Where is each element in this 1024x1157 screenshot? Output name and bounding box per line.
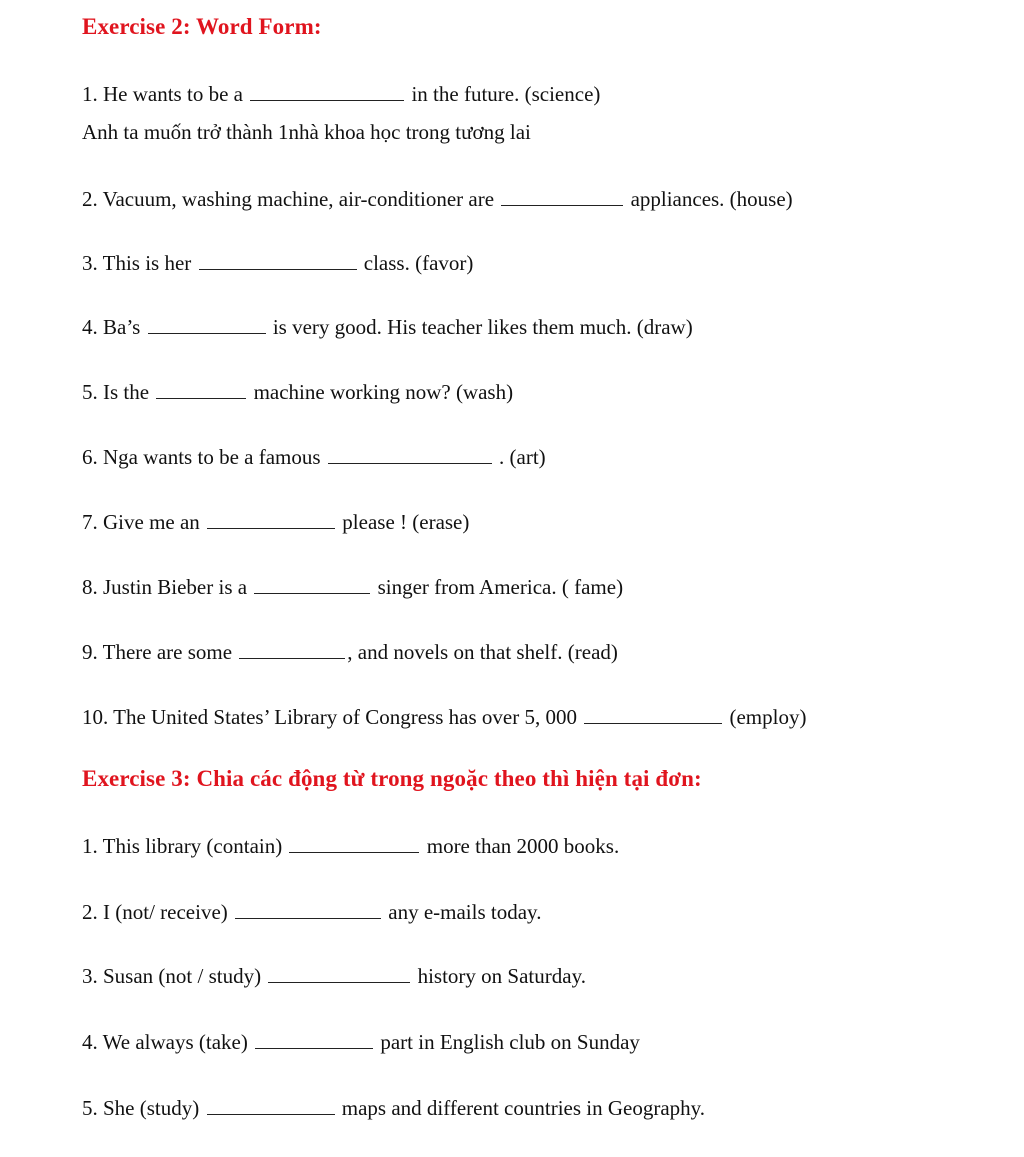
exercise-2-item-1-translation: Anh ta muốn trở thành 1nhà khoa học trong tương lai — [82, 120, 531, 144]
answer-blank[interactable] — [239, 640, 345, 659]
item-text-after: , and novels on that shelf. (read) — [347, 640, 618, 664]
item-text-before: 3. Susan (not / study) — [82, 964, 267, 988]
item-text-after: singer from America. ( fame) — [372, 575, 624, 599]
item-text-before: 10. The United States’ Library of Congress has over 5, 000 — [82, 705, 583, 729]
item-text-before: 9. There are some — [82, 640, 238, 664]
item-text-after: please ! (erase) — [337, 510, 470, 534]
exercise-3-item-2 — [82, 900, 541, 923]
item-text-after: part in English club on Sunday — [375, 1030, 640, 1054]
item-text-after: history on Saturday. — [412, 964, 586, 988]
exercise-3-item-1 — [82, 834, 619, 857]
answer-blank[interactable] — [207, 1096, 335, 1115]
item-text-after: in the future. (science) — [406, 82, 601, 106]
exercise-2-item-4 — [82, 315, 693, 338]
item-text-after: maps and different countries in Geography. — [336, 1096, 706, 1120]
exercise-2-item-8 — [82, 575, 623, 598]
item-text-before: 2. I (not/ receive) — [82, 900, 234, 924]
answer-blank[interactable] — [148, 315, 266, 334]
item-text-before: 4. We always (take) — [82, 1030, 254, 1054]
exercise-3-item-4 — [82, 1030, 640, 1053]
exercise-2-item-5 — [82, 380, 513, 403]
exercise-2-item-3 — [82, 251, 473, 274]
answer-blank[interactable] — [207, 510, 335, 529]
exercise-2-item-1 — [82, 82, 600, 105]
answer-blank[interactable] — [289, 834, 419, 853]
exercise-3-item-3 — [82, 964, 586, 987]
item-text-before: 8. Justin Bieber is a — [82, 575, 253, 599]
answer-blank[interactable] — [235, 900, 381, 919]
exercise-2-item-7 — [82, 510, 469, 533]
item-text-after: machine working now? (wash) — [248, 380, 514, 404]
answer-blank[interactable] — [584, 705, 722, 724]
item-text-after: class. (favor) — [358, 251, 474, 275]
item-text-before: 5. Is the — [82, 380, 155, 404]
answer-blank[interactable] — [328, 445, 492, 464]
answer-blank[interactable] — [501, 187, 623, 206]
item-text-after: . (art) — [493, 445, 546, 469]
item-text-after: appliances. (house) — [625, 187, 793, 211]
answer-blank[interactable] — [254, 575, 370, 594]
item-text-after: (employ) — [724, 705, 807, 729]
item-text-before: 3. This is her — [82, 251, 197, 275]
item-text-before: 5. She (study) — [82, 1096, 205, 1120]
item-text-before: 6. Nga wants to be a famous — [82, 445, 326, 469]
answer-blank[interactable] — [156, 380, 246, 399]
item-text-after: more than 2000 books. — [421, 834, 620, 858]
item-text-before: 7. Give me an — [82, 510, 206, 534]
answer-blank[interactable] — [255, 1030, 373, 1049]
item-text-before: 4. Ba’s — [82, 315, 146, 339]
exercise-2-item-9 — [82, 640, 618, 663]
item-text-before: 1. He wants to be a — [82, 82, 249, 106]
exercise-2-item-2 — [82, 187, 793, 210]
item-text-before: 2. Vacuum, washing machine, air-conditioner are — [82, 187, 500, 211]
answer-blank[interactable] — [199, 251, 357, 270]
item-text-after: is very good. His teacher likes them much. (draw) — [267, 315, 693, 339]
exercise-3-title: Exercise 3: Chia các động từ trong ngoặc theo thì hiện tại đơn: — [82, 766, 702, 791]
answer-blank[interactable] — [250, 82, 404, 101]
exercise-3-item-5 — [82, 1096, 705, 1119]
answer-blank[interactable] — [268, 964, 410, 983]
item-text-before: 1. This library (contain) — [82, 834, 288, 858]
exercise-2-item-10 — [82, 705, 806, 728]
exercise-2-title: Exercise 2: Word Form: — [82, 14, 322, 39]
exercise-2-item-6 — [82, 445, 546, 468]
item-text-after: any e-mails today. — [383, 900, 542, 924]
